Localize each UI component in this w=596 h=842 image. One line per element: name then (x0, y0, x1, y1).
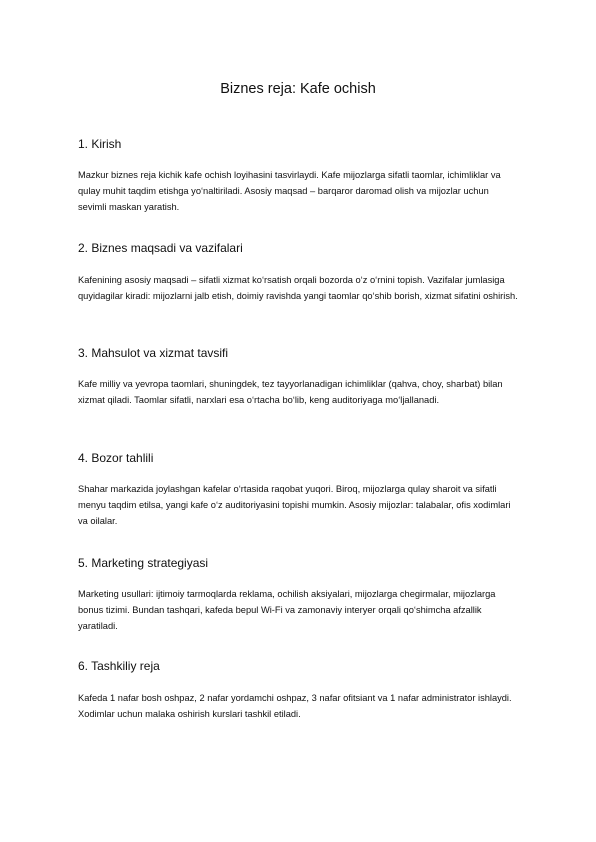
section-body: Kafeda 1 nafar bosh oshpaz, 2 nafar yordamchi oshpaz, 3 nafar ofitsiant va 1 nafar administrator ishlaydi. Xodimlar uchun malaka oshirish kurslari tashkil etiladi. (78, 693, 512, 719)
section-heading: 4. Bozor tahlili (78, 451, 154, 465)
section-mahsulot (78, 346, 518, 405)
section-body: Mazkur biznes reja kichik kafe ochish loyihasini tasvirlaydi. Kafe mijozlarga sifatli taomlar, ichimliklar va qulay muhit taqdim etishga yo‘naltiriladi. Asosiy maqsad – barqaror daromad olish va mijozlar uchun sevimli maskan yaratish. (78, 170, 501, 212)
section-heading: 3. Mahsulot va xizmat tavsifi (78, 346, 229, 360)
section-body: Kafe milliy va yevropa taomlari, shuningdek, tez tayyorlanadigan ichimliklar (qahva, choy, sharbat) bilan xizmat qiladi. Taomlar sifatli, narxlari esa o‘rtacha bo‘lib, keng auditoriyaga mo‘ljallanadi. (78, 379, 503, 405)
section-heading: 1. Kirish (78, 137, 122, 151)
section-heading: 5. Marketing strategiyasi (78, 556, 209, 570)
section-body: Marketing usullari: ijtimoiy tarmoqlarda reklama, ochilish aksiyalari, mijozlarga chegirmalar, mijozlarga bonus tizimi. Bundan tashqari, kafeda bepul Wi-Fi va zamonaviy interyer orqali qo‘shimcha afzallik yaratiladi. (78, 589, 496, 631)
section-heading: 2. Biznes maqsadi va vazifalari (78, 241, 243, 255)
section-kirish (78, 137, 518, 212)
section-heading: 6. Tashkiliy reja (78, 659, 160, 673)
section-marketing (78, 556, 518, 631)
section-bozor-tahlili (78, 451, 518, 526)
document-title: Biznes reja: Kafe ochish (220, 81, 376, 97)
section-biznes-maqsadi (78, 241, 518, 301)
section-tashkiliy-reja (78, 659, 518, 719)
section-body: Shahar markazida joylashgan kafelar o‘rtasida raqobat yuqori. Biroq, mijozlarga qulay sharoit va sifatli menyu taqdim etilsa, yangi kafe o‘z auditoriyasini topishi mumkin. Asosiy mijozlar: talabalar, ofis xodimlari va oilalar. (78, 484, 511, 526)
section-body: Kafenining asosiy maqsadi – sifatli xizmat ko‘rsatish orqali bozorda o‘z o‘rnini topish. Vazifalar jumlasiga quyidagilar kiradi: mijozlarni jalb etish, doimiy ravishda yangi taomlar qo‘shib borish, xizmat sifatini oshirish. (78, 275, 518, 301)
